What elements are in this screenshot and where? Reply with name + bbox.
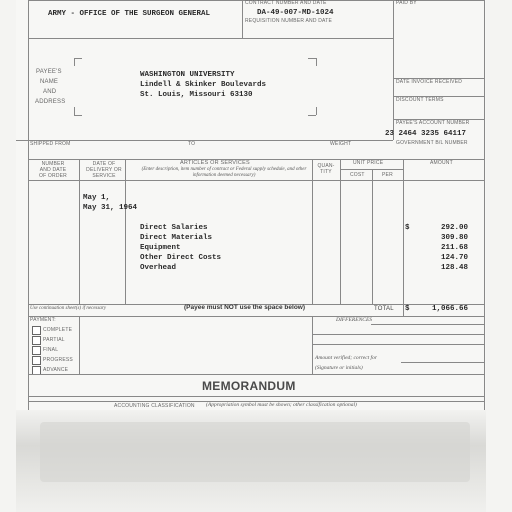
item-amount: 292.00: [440, 224, 468, 232]
faded-area: [40, 422, 470, 482]
col-number-date: NUMBER AND DATE OF ORDER: [39, 161, 67, 179]
accounting-note: (Appropriation symbol must be shown; other classification optional): [206, 402, 357, 408]
accounting-label: ACCOUNTING CLASSIFICATION: [114, 403, 195, 409]
rule: [79, 316, 80, 374]
col-per: PER: [382, 172, 393, 178]
corner-mark: [74, 107, 75, 115]
contract-label: CONTRACT NUMBER AND DATE: [245, 0, 327, 6]
col-unit-price: UNIT PRICE: [353, 160, 384, 166]
continuation-note: Use continuation sheet(s) if necessary: [30, 306, 107, 311]
corner-mark: [308, 115, 316, 116]
total-currency: $: [405, 305, 410, 313]
col-quantity: QUAN-TITY: [317, 163, 335, 175]
item-label: Direct Salaries: [140, 224, 208, 232]
rule: [312, 334, 484, 335]
period-start: May 1,: [83, 194, 111, 202]
account-number: 23 2464 3235 64117: [385, 130, 467, 138]
payment-option: PROGRESS: [43, 357, 73, 363]
discount-terms-label: DISCOUNT TERMS: [396, 97, 444, 103]
rule: [242, 0, 243, 38]
corner-mark: [316, 58, 317, 66]
col-articles-title: ARTICLES OR SERVICES: [180, 160, 250, 166]
item-amount: 211.68: [440, 244, 468, 252]
col-cost: COST: [350, 172, 365, 178]
period-end: May 31, 1964: [83, 204, 138, 212]
corner-mark: [74, 115, 82, 116]
rule: [401, 362, 484, 363]
total-value: 1,066.66: [431, 305, 468, 313]
checkbox-partial[interactable]: [32, 336, 41, 345]
rule: [28, 396, 484, 397]
govt-bl-label: GOVERNMENT B/L NUMBER: [396, 140, 468, 146]
payee-label: NAME: [40, 79, 59, 85]
item-label: Other Direct Costs: [140, 254, 222, 262]
paid-by-label: PAID BY: [396, 0, 417, 6]
col-articles-note: (Enter description, item number of contract or Federal supply schedule, and other information deemed necessary): [141, 167, 307, 178]
payee-name: WASHINGTON UNIVERSITY: [140, 71, 235, 79]
item-label: Direct Materials: [140, 234, 213, 242]
currency-symbol: $: [405, 224, 410, 232]
payment-option: PARTIAL: [43, 337, 65, 343]
payee-street: Lindell & Skinker Boulevards: [140, 81, 267, 89]
payee-label: ADDRESS: [35, 99, 66, 105]
corner-mark: [316, 107, 317, 115]
rule: [28, 0, 29, 410]
weight-label: WEIGHT: [330, 141, 352, 147]
payment-option: FINAL: [43, 347, 59, 353]
rule: [484, 0, 485, 410]
rule: [371, 324, 484, 325]
contract-number: DA-49-007-MD-1024: [257, 9, 334, 17]
payee-label: AND: [43, 89, 57, 95]
checkbox-progress[interactable]: [32, 356, 41, 365]
agency-name: ARMY - OFFICE OF THE SURGEON GENERAL: [48, 10, 211, 18]
rule: [372, 169, 373, 304]
memo-title: MEMORANDUM: [202, 379, 296, 393]
differences-label: DIFFERENCES: [336, 317, 373, 323]
checkbox-complete[interactable]: [32, 326, 41, 335]
col-amount: AMOUNT: [430, 160, 453, 166]
rule: [312, 316, 313, 374]
rule: [28, 374, 484, 375]
payment-option: COMPLETE: [43, 327, 73, 333]
payee-label: PAYEE'S: [36, 69, 62, 75]
corner-mark: [74, 58, 75, 66]
item-amount: 124.70: [440, 254, 468, 262]
rule: [403, 304, 404, 316]
date-invoice-label: DATE INVOICE RECEIVED: [396, 79, 463, 85]
checkbox-final[interactable]: [32, 346, 41, 355]
shipped-to-label: TO: [188, 141, 196, 147]
item-label: Equipment: [140, 244, 181, 252]
corner-mark: [308, 58, 316, 59]
item-amount: 309.80: [440, 234, 468, 242]
rule: [312, 344, 484, 345]
item-amount: 128.48: [440, 264, 468, 272]
item-label: Overhead: [140, 264, 177, 272]
rule: [28, 159, 484, 160]
payee-account-label: PAYEE'S ACCOUNT NUMBER: [396, 120, 470, 126]
requisition-label: REQUISITION NUMBER AND DATE: [245, 18, 332, 24]
payee-city: St. Louis, Missouri 63130: [140, 91, 253, 99]
col-date-delivery: DATE OF DELIVERY OR SERVICE: [86, 161, 122, 179]
corner-mark: [74, 58, 82, 59]
rule: [28, 180, 484, 181]
payee-note: (Payee must NOT use the space below): [184, 304, 306, 311]
verified-label: Amount verified; correct for: [315, 355, 377, 361]
shipped-from-label: SHIPPED FROM: [30, 141, 71, 147]
payment-label: PAYMENT:: [30, 317, 56, 323]
rule: [28, 316, 484, 317]
signature-label: (Signature or initials): [315, 365, 363, 371]
rule: [28, 38, 393, 39]
total-label: TOTAL: [374, 306, 394, 312]
payment-option: ADVANCE: [43, 367, 69, 373]
